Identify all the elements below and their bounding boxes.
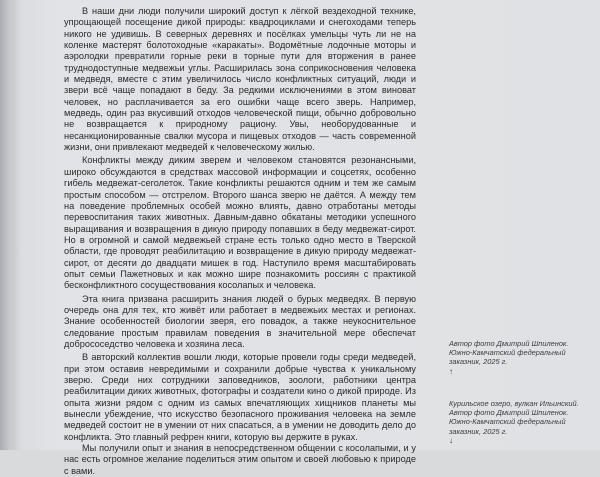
photo-caption-2 bbox=[449, 399, 587, 445]
paragraph-2: Конфликты между диким зверем и человеком становятся резонансными, широко обсуждаются в средствах массовой информации и соцсетях, особенно гибель медвежат-сеголеток. Такие конфликты решаются одним и тем же самым простым способом — отстрелом. Второго шанса зверю не даётся. А между тем на поведение проблемных особей можно влиять, давно отработаны методы перевоспитания таких животных. Давным-давно обкатаны методики успешного выращивания и возвращения в дикую природу попавших в беду медвежат-сирот. Но в огромной и самой медвежьей стране есть только одно место в Тверской области, где проводят реабилитацию и возвращение в дикую природу медвежат-сирот, от десяти до двадцати мишек в год. Наступило время масштабировать опыт семьи Пажетновых и как можно шире познакомить россиян с практикой бесконфликтного сосуществования косолапых и человека. bbox=[64, 155, 416, 291]
arrow-up-icon: ↑ bbox=[449, 366, 453, 376]
caption-line: Южно-Камчатский федеральный bbox=[449, 417, 566, 427]
caption-line: заказник, 2025 г. bbox=[449, 426, 508, 436]
caption-line: Автор фото Дмитрий Шпиленок. bbox=[449, 408, 569, 418]
caption-line: Курильское озеро, вулкан Ильинский. bbox=[449, 399, 579, 408]
book-spine-shadow bbox=[0, 0, 22, 450]
paragraph-4: В авторский коллектив вошли люди, которые провели годы среди медведей, при этом оставив невредимыми и сохранили добрые чувства к уникальному зверю. Среди них сотрудники заповедников, зоологи, работники центра реабилитации диких животных, фотографы и создатели кино о дикой природе. Из опыта жизни рядом с одним из самых впечатляющих хищников планеты мы вынесли убеждение, что искусство безопасного проживания человека на земле медведей состоит не в умении от них спасаться, а в умении не доводить дело до конфликта. Это главный рефрен книги, которую вы держите в руках. bbox=[64, 352, 416, 442]
caption-line: Южно-Камчатский федеральный bbox=[449, 348, 566, 358]
paragraph-5: Мы получили опыт и знания в непосредственном общении с косолапыми, и у нас есть огромное желание поделиться этим опытом и своей любовью к природе с вами. bbox=[64, 443, 416, 476]
photo-caption-1 bbox=[449, 339, 587, 376]
paragraph-3: Эта книга призвана расширить знания людей о бурых медведях. В первую очередь она для тех, кто живёт или работает в медвежьих местах и регионах. Знание особенностей биологии зверя, его повадок, а также неукоснительное следование простым правилам поведения в значительной мере обеспечат добрососедство человека и хозяина леса. bbox=[64, 293, 416, 349]
arrow-down-icon: ↓ bbox=[449, 435, 453, 445]
caption-line: заказник, 2025 г. bbox=[449, 357, 508, 367]
caption-line: Автор фото Дмитрий Шпиленок. bbox=[449, 339, 569, 348]
main-text-column bbox=[64, 6, 416, 477]
paragraph-1: В наши дни люди получили широкий доступ к лёгкой вездеходной технике, упрощающей посещение дикой природы: квадроциклами и снегоходами теперь никого не удивишь. В северных деревнях и посёлках умельцы чуть ли не на коленке мастерят болотоходные «каракаты». Водомётные лодочные моторы и аэролодки превратили горные реки в торные пути для вторжения в ранее труднодоступные медвежьи углы. Расширилась зона соприкосновения человека и медведя, вместе с этим увеличилось число конфликтных ситуаций, люди и звери всё чаще попадают в беду. За редкими исключениями в этом виноват человек, но расплачивается за его ошибки чаще всего зверь. Например, медведь, один раз вкусивший отходов человеческой пищи, обычно добровольно не возвращается к природному рациону. Увы, необорудованные и несанкционированные свалки мусора и пищевых отходов — часть современной жизни, они привлекают медведей к человеческому жилью. bbox=[64, 6, 416, 153]
